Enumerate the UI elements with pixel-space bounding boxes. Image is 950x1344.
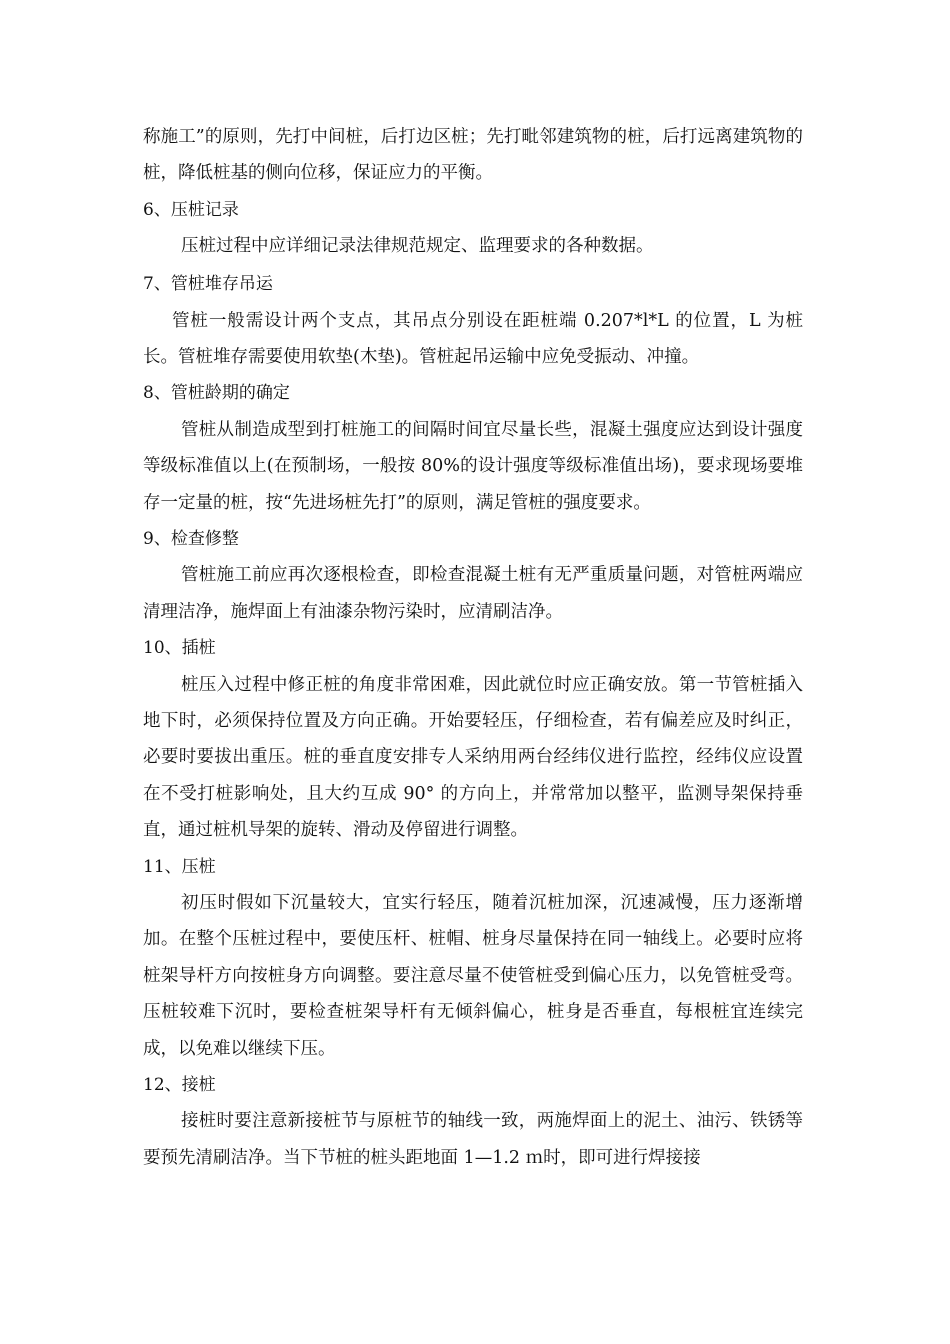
section-heading-6: 6、压桩记录 (143, 199, 239, 220)
section-heading-11: 11、压桩 (143, 856, 216, 877)
paragraph-pile-splicing: 接桩时要注意新接桩节与原桩节的轴线一致，两施焊面上的泥土、油污、铁锈等要预先清刷洁净。当下节桩的桩头距地面 1—1.2 ｍ时，即可进行焊接接 (143, 1111, 803, 1168)
paragraph-pile-age: 管桩从制造成型到打桩施工的间隔时间宜尽量长些，混凝土强度应达到设计强度等级标准值以上(在预制场，一般按 80%的设计强度等级标准值出场)，要求现场要堆存一定量的桩，按“先进场桩先打”的原则，满足管桩的强度要求。 (143, 419, 803, 513)
section-heading-8: 8、管桩龄期的确定 (143, 383, 290, 404)
document-body (143, 119, 803, 1176)
paragraph-pile-pressing: 初压时假如下沉量较大，宜实行轻压，随着沉桩加深，沉速减慢，压力逐渐增加。在整个压桩过程中，要使压杆、桩帽、桩身尽量保持在同一轴线上。必要时应将桩架导杆方向按桩身方向调整。要注意尽量不使管桩受到偏心压力，以免管桩受弯。压桩较难下沉时，要检查桩架导杆有无倾斜偏心，桩身是否垂直，每根桩宜连续完成，以免难以继续下压。 (143, 893, 803, 1059)
section-heading-10: 10、插桩 (143, 638, 216, 659)
section-heading-9: 9、检查修整 (143, 529, 239, 550)
paragraph-inspection: 管桩施工前应再次逐根检查，即检查混凝土桩有无严重质量问题，对管桩两端应清理洁净，施焊面上有油漆杂物污染时，应清刷洁净。 (143, 565, 803, 622)
paragraph-continuation: 称施工”的原则，先打中间桩，后打边区桩；先打毗邻建筑物的桩，后打远离建筑物的桩，降低桩基的侧向位移，保证应力的平衡。 (143, 127, 803, 184)
section-heading-7: 7、管桩堆存吊运 (143, 273, 273, 294)
paragraph-pile-storage: 管桩一般需设计两个支点，其吊点分别设在距桩端 0.207*l*L 的位置，L 为桩长。管桩堆存需要使用软垫(木垫)。管桩起吊运输中应免受振动、冲撞。 (143, 310, 803, 368)
section-heading-12: 12、接桩 (143, 1075, 216, 1096)
paragraph-pile-insertion: 桩压入过程中修正桩的角度非常困难，因此就位时应正确安放。第一节管桩插入地下时，必须保持位置及方向正确。开始要轻压，仔细检查，若有偏差应及时纠正，必要时要拔出重压。桩的垂直度安排专人采纳用两台经纬仪进行监控，经纬仪应设置在不受打桩影响处，且大约互成 90° 的方向上，并常常加以整平，监测导架保持垂直，通过桩机导架的旋转、滑动及停留进行调整。 (143, 674, 803, 841)
paragraph-pile-record: 压桩过程中应详细记录法律规范规定、监理要求的各种数据。 (181, 236, 654, 257)
